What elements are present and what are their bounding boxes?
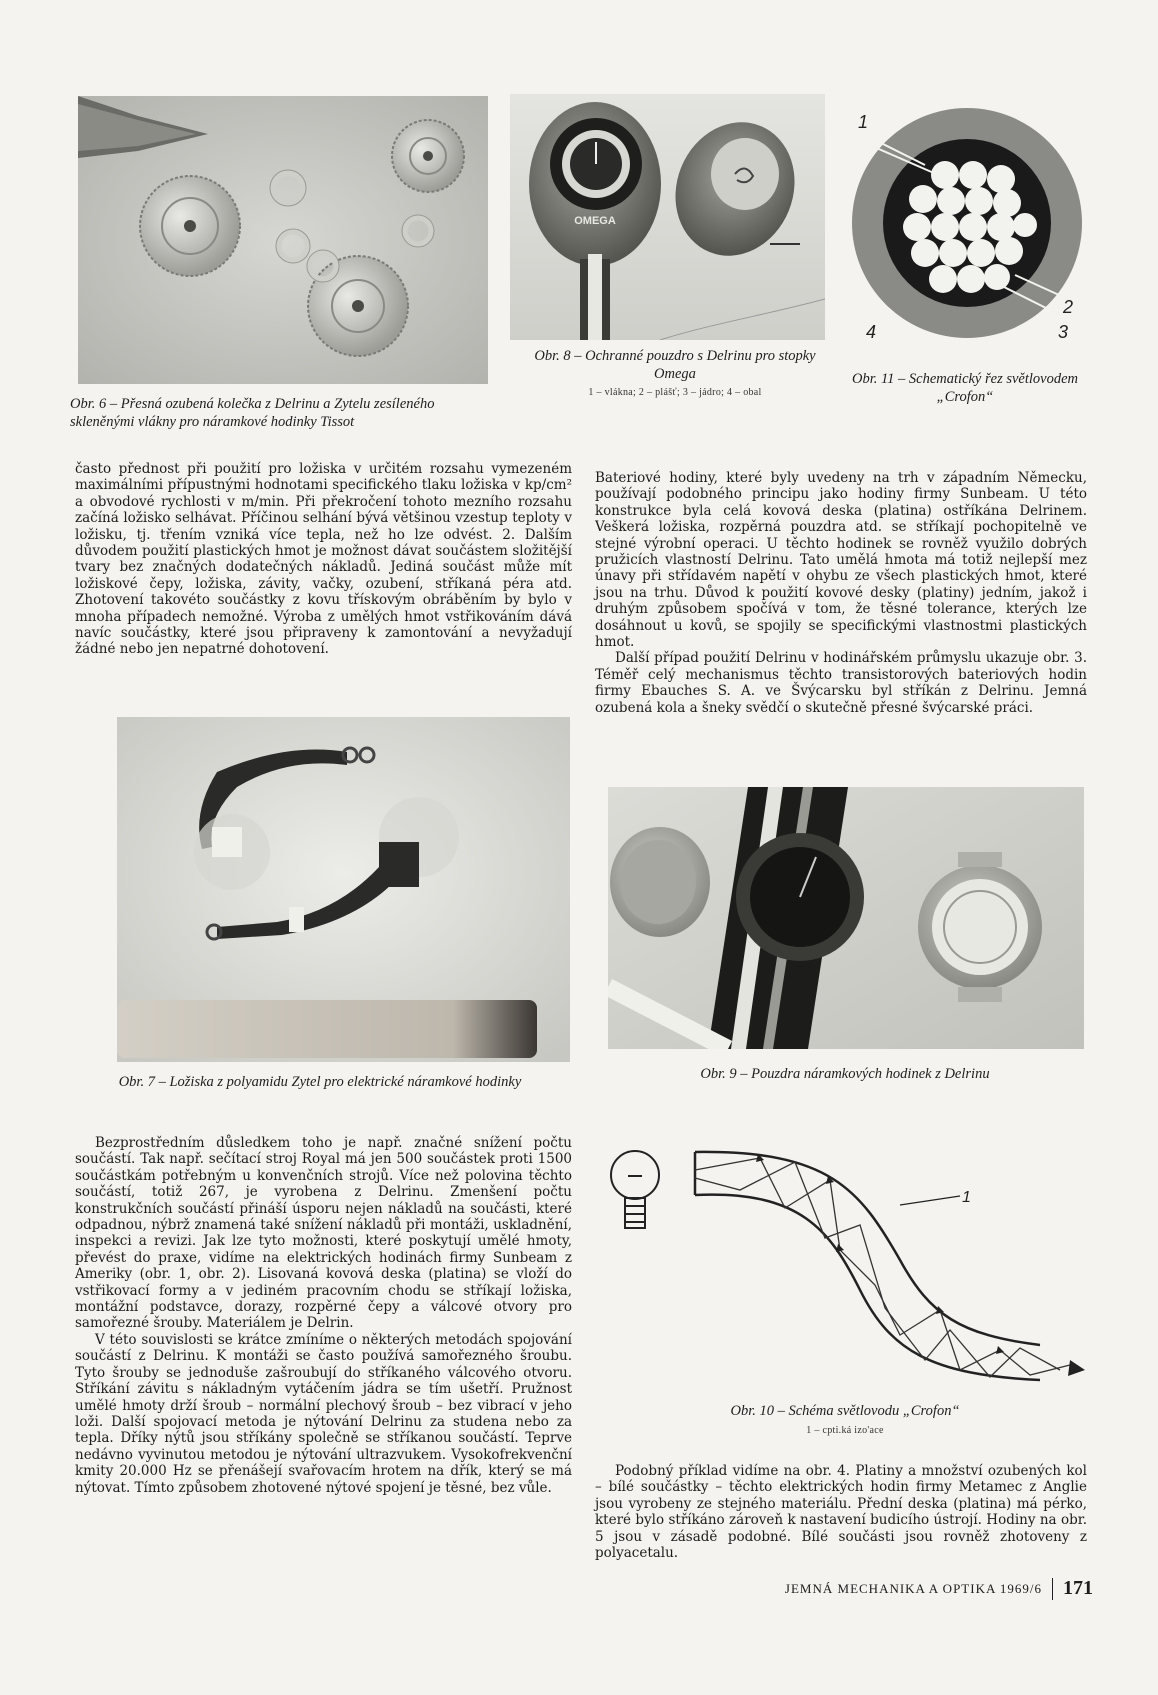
right-paragraph-1: Bateriové hodiny, které byly uvedeny na trh v západním Německu, používají podobného principu jako hodiny firmy Sunbeam. U této konstrukce byla celá kovová deska (platina) ostříkána Delrinem. Veškerá ložiska, rozpěrná pouzdra atd. se stříkají pochopitelně ve stejné výrobní operaci. U těchto hodinek se rovněž využilo dobrých pružicích vlastností Delrinu. Tato umělá hmota má totiž nejlepší mez únavy při střídavém napětí v ohybu ze všech plastických hmot, které jsou na trhu. Důvod k použití kovové desky (platiny) jedním, jakož i druhým způsobem spočívá v tom, že těsné tolerance, kterých lze dosáhnout u kovů, se spojily se specifickými vlastnostmi plastických hmot. bbox=[595, 470, 1087, 651]
figure-11-label-4: 4 bbox=[866, 322, 877, 342]
right-column-top-text bbox=[595, 470, 1087, 716]
figure-8-photo bbox=[510, 94, 825, 340]
footer-divider bbox=[1052, 1578, 1053, 1600]
page-number: 171 bbox=[1063, 1577, 1093, 1599]
figure-10-legend: 1 – cpti.ká izo'ace bbox=[806, 1425, 884, 1436]
figure-8-caption: Obr. 8 – Ochranné pouzdro s Delrinu pro stopky Omega bbox=[534, 348, 816, 382]
figure-11-diagram bbox=[845, 95, 1090, 355]
figure-11-label-3: 3 bbox=[1058, 322, 1069, 342]
figure-6-caption: Obr. 6 – Přesná ozubená kolečka z Delrinu a Zytelu zesíleného skleněnými vlákny pro náramkové hodinky Tissot bbox=[70, 396, 435, 430]
figure-9-caption: Obr. 9 – Pouzdra náramkových hodinek z Delrinu bbox=[700, 1066, 990, 1082]
figure-6-photo bbox=[78, 96, 488, 384]
figure-10-label-1: 1 bbox=[962, 1189, 971, 1206]
figure-7-caption: Obr. 7 – Ložiska z polyamidu Zytel pro elektrické náramkové hodinky bbox=[118, 1074, 522, 1090]
figure-9-photo bbox=[608, 787, 1084, 1049]
page-footer bbox=[785, 1577, 1093, 1600]
figure-8-legend: 1 – vlákna; 2 – plášť; 3 – jádro; 4 – obal bbox=[588, 387, 762, 398]
left-column-top-text bbox=[75, 461, 572, 658]
left-paragraph-2: Bezprostředním důsledkem toho je např. značné snížení počtu součástí. Tak např. sečítací stroj Royal má jen 500 součástek proti 1500 součástkám potřebným u konvenčních strojů. Více než polovina těchto součástí, totiž 267, je vyrobena z Delrinu. Zmenšení počtu konstrukčních součástí přináší úsporu nejen nákladů na součásti, které odpadnou, nýbrž znamená také snížení nákladů při montáži, uskladnění, inspekci a revizi. Jak lze tyto možnosti, které poskytují umělé hmoty, převést do praxe, vidíme na elektrických hodinách firmy Sunbeam z Ameriky (obr. 1, obr. 2). Lisovaná kovová deska (platina) se vloží do vstřikovací formy a v jediném pracovním chodu se stříkají ložiska, montážní podstavce, dorazy, rozpěrné čepy a válcové otvory pro samořezné šrouby. Materiálem je Delrin. bbox=[75, 1135, 572, 1332]
right-paragraph-2: Další případ použití Delrinu v hodinářském průmyslu ukazuje obr. 3. Téměř celý mechanismus těchto transistorových bateriových hodin firmy Ebauches S. A. ve Švýcarsku byl stříkán z Delrinu. Jemná ozubená kola a šneky svědčí o skutečně přesné švýcarské práci. bbox=[595, 650, 1087, 716]
figure-7-photo bbox=[117, 717, 570, 1062]
figure-11-caption: Obr. 11 – Schematický řez světlovodem „Crofon“ bbox=[851, 371, 1079, 405]
right-column-bottom-text bbox=[595, 1463, 1087, 1561]
figure-10-diagram bbox=[600, 1130, 1090, 1390]
figure-11-label-1: 1 bbox=[858, 112, 869, 132]
figure-11-label-2: 2 bbox=[1063, 297, 1074, 317]
left-paragraph-3: V této souvislosti se krátce zmíníme o některých metodách spojování součástí z Delrinu. K montáži se často používá samořezného šroubu. Tyto šrouby se jednoduše zašroubují do stříkaného válcového otvoru. Stříkání závitu s nákladným vytáčením jádra se tím ušetří. Pružnost umělé hmoty drží šroub – normální plechový šroub – bez vibrací v jeho loži. Další spojovací metoda je nýtování Delrinu za studena nebo za tepla. Dříky nýtů jsou stříkány společně se stříkanou součástí. Teprve nedávno vyvinutou metodou je nýtování ultrazvukem. Vysokofrekvenční kmity 20.000 Hz se přenášejí svařovacím hrotem na dřík, který se má nýtovat. Tímto způsobem zhotovené nýtové spojení je těsné, bez vůle. bbox=[75, 1331, 572, 1496]
journal-name: JEMNÁ MECHANIKA A OPTIKA 1969/6 bbox=[784, 1580, 1042, 1596]
figure-10-caption: Obr. 10 – Schéma světlovodu „Crofon“ bbox=[730, 1403, 960, 1419]
left-paragraph-1: často přednost při použití pro ložiska v určitém rozsahu vymezeném maximálními přípustnými hodnotami specifického tlaku ložiska v kp/cm² a obvodové rychlosti v m/min. Při překročení tohoto mezního rozsahu začíná ložisko selhávat. Příčinou selhání bývá většinou vzestup teploty v ložisku, tj. třením vzniká více tepla, než ho lze odvést. 2. Dalším důvodem použití plastických hmot je možnost dávat součástem složitější tvary bez značných dodatečných nákladů. Jediná součást může mít ložiskové čepy, ložiska, závity, vačky, ozubení, stříkaná péra atd. Zhotovení takovéto součástky z kovu třískovým obráběním by bylo v mnoha případech nemožné. Výroba z umělých hmot vstřikováním dává navíc součástky, které jsou připraveny k zamontování a nevyžadují žádné nebo jen nepatrné dohotovení. bbox=[75, 461, 572, 658]
right-paragraph-3: Podobný příklad vidíme na obr. 4. Platiny a množství ozubených kol – bílé součástky – těchto elektrických hodin firmy Metamec z Anglie jsou vyrobeny ze stejného materiálu. Přední deska (platina) má pérko, které bylo stříkáno zároveň k nastavení budicího ústrojí. Hodiny na obr. 5 jsou v zásadě podobné. Bílé součásti jsou rovněž zhotoveny z polyacetalu. bbox=[595, 1463, 1087, 1562]
left-column-bottom-text bbox=[75, 1135, 572, 1496]
omega-case-label: OMEGA bbox=[574, 215, 616, 227]
